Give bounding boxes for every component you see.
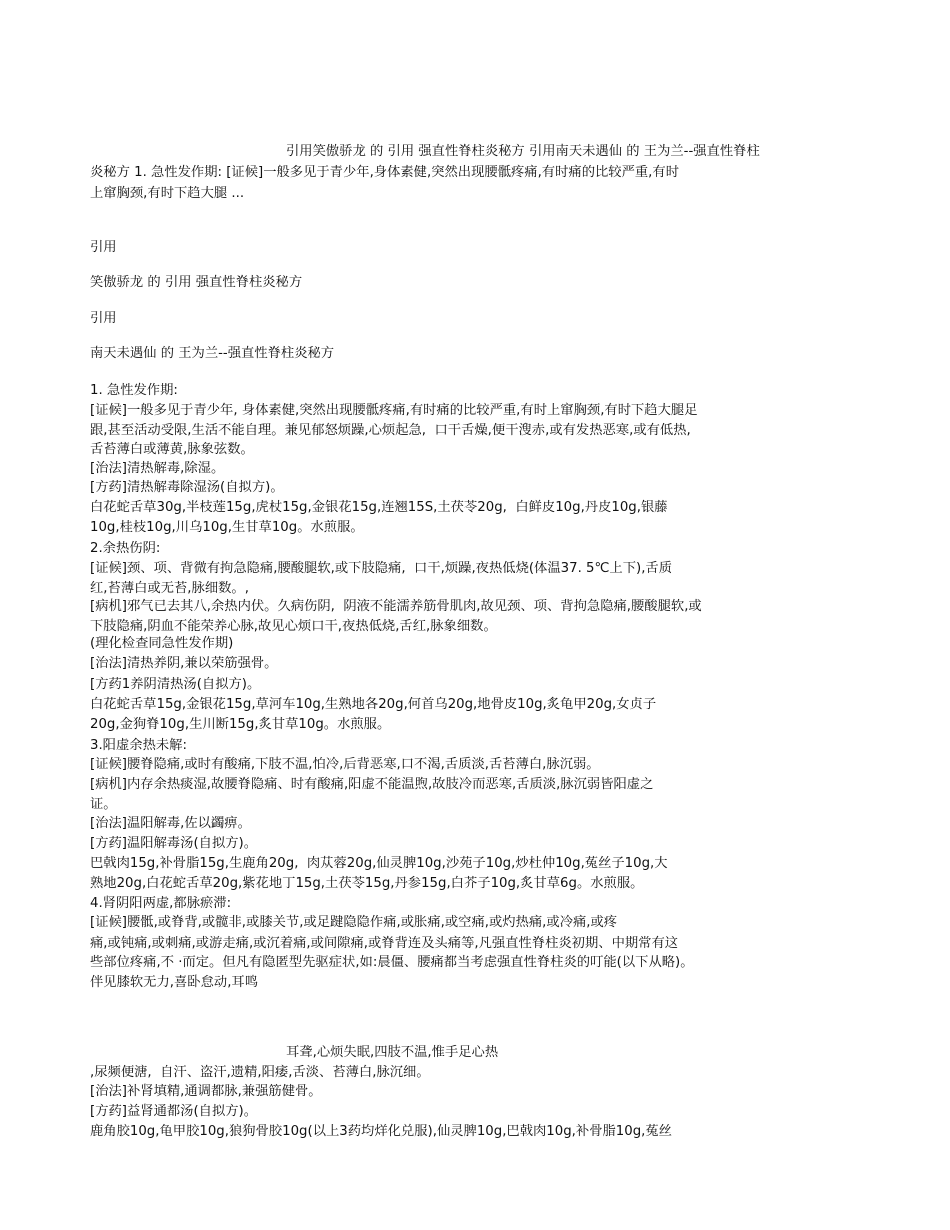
quote-source-2: 南天未遇仙 的 王为兰--强直性脊柱炎秘方	[90, 346, 335, 361]
body-line: 1. 急性发作期:	[90, 383, 178, 398]
page2-line: [方药]益肾通都汤(自拟方)。	[90, 1104, 258, 1119]
quote-label-2: 引用	[90, 311, 117, 326]
body-line: [证候]腰骶,或脊背,或髋非,或膝关节,或足踺隐隐作痛,或胀痛,或空痛,或灼热痛,或冷痛,或疼	[90, 915, 618, 930]
quote-source-1: 笑傲骄龙 的 引用 强直性脊柱炎秘方	[90, 275, 303, 290]
body-line: 4.肾阴阳两虚,都脉瘀滞:	[90, 896, 232, 911]
body-line: 红,苔薄白或无苔,脉细数。,	[90, 581, 249, 596]
intro-line-3: 上窜胸颈,有时下趋大腿 ...	[90, 186, 245, 201]
body-line: [方药]温阳解毒汤(自拟方)。	[90, 836, 258, 851]
body-line: 白花蛇舌草15g,金银花15g,草河车10g,生熟地各20g,何首乌20g,地骨皮10g,炙龟甲20g,女贞子	[90, 697, 657, 712]
quote-label-1: 引用	[90, 240, 117, 255]
body-line: [病机]内存余热痰湿,故腰脊隐痛、时有酸痛,阳虚不能温煦,故肢冷而恶寒,舌质淡,脉沉弱皆阳虚之	[90, 777, 654, 792]
page2-line: ,尿频便溏, 自汗、盗汗,遗精,阳痿,舌淡、苔薄白,脉沉细。	[90, 1065, 430, 1080]
body-line: 3.阳虚余热未解:	[90, 738, 187, 753]
body-line: 舌苔薄白或薄黄,脉象弦数。	[90, 442, 254, 457]
body-line: [证候]颈、项、背微有拘急隐痛,腰酸腿软,或下肢隐痛, 口干,烦躁,夜热低烧(体温37. 5℃上下),舌质	[90, 561, 673, 576]
body-line: 10g,桂枝10g,川乌10g,生甘草10g。水煎服。	[90, 520, 364, 535]
body-line: 2.余热伤阴:	[90, 541, 161, 556]
page2-line: 鹿角胶10g,龟甲胶10g,狼狗骨胶10g(以上3药均烊化兑服),仙灵脾10g,巴戟肉10g,补骨脂10g,菟丝	[90, 1124, 672, 1139]
page2-line: 耳聋,心烦失眠,四肢不温,惟手足心热	[286, 1045, 499, 1060]
intro-line-1: 引用笑傲骄龙 的 引用 强直性脊柱炎秘方 引用南天未遇仙 的 王为兰--强直性脊柱	[286, 144, 760, 159]
body-line: [病机]邪气已去其八,余热内伏。久病伤阴, 阴液不能濡养筋骨肌肉,故见颈、项、背拘急隐痛,腰酸腿软,或	[90, 599, 702, 614]
body-line: 20g,金狗脊10g,生川断15g,炙甘草10g。水煎服。	[90, 717, 391, 732]
body-line: 巴戟肉15g,补骨脂15g,生鹿角20g, 肉苁蓉20g,仙灵脾10g,沙苑子10g,炒杜仲10g,菟丝子10g,大	[90, 856, 668, 871]
intro-line-2: 炎秘方 1. 急性发作期: [证候]一般多见于青少年,身体素健,突然出现腰骶疼痛,有时痛的比较严重,有时	[90, 165, 680, 180]
body-line: [治法]温阳解毒,佐以蠲痹。	[90, 816, 251, 831]
body-line: [方药1养阴清热汤(自拟方)。	[90, 677, 261, 692]
body-line: 伴见膝软无力,喜卧怠动,耳鸣	[90, 975, 259, 990]
body-line: 熟地20g,白花蛇舌草20g,紫花地丁15g,土茯苓15g,丹参15g,白芥子10g,炙甘草6g。水煎服。	[90, 876, 644, 891]
body-line: [治法]清热解毒,除湿。	[90, 461, 225, 476]
body-line: 些部位疼痛,不 ·而定。但凡有隐匿型先驱症状,如:晨僵、腰痛都当考虑强直性脊柱炎的叮能(以下从略)。	[90, 955, 694, 970]
body-line: [证候]腰脊隐痛,或时有酸痛,下肢不温,怕冷,后背恶寒,口不渴,舌质淡,舌苔薄白,脉沉弱。	[90, 757, 600, 772]
body-line: 跟,甚至活动受限,生活不能自理。兼见郁怒烦躁,心烦起急, 口干舌燥,便干溲赤,或有发热恶寒,或有低热,	[90, 423, 691, 438]
body-line: [治法]清热养阴,兼以荣筋强骨。	[90, 656, 278, 671]
page2-line: [治法]补肾填精,通调都脉,兼强筋健骨。	[90, 1084, 322, 1099]
body-line: 白花蛇舌草30g,半枝莲15g,虎杖15g,金银花15g,连翘15S,土茯苓20g, 白鲜皮10g,丹皮10g,银藤	[90, 500, 668, 515]
body-line: [证候]一般多见于青少年, 身体素健,突然出现腰骶疼痛,有时痛的比较严重,有时上窜胸颈,有时下趋大腿足	[90, 403, 698, 418]
body-line: 证。	[90, 797, 117, 812]
body-line: [方药]清热解毒除湿汤(自拟方)。	[90, 480, 284, 495]
body-line: 下肢隐痛,阴血不能荣养心脉,故见心烦口干,夜热低烧,舌红,脉象细数。	[90, 619, 497, 634]
body-line: (理化检查同急性发作期)	[90, 636, 234, 651]
body-line: 痛,或钝痛,或刺痛,或游走痛,或沉着痛,或间隙痛,或脊背连及头痛等,凡强直性脊柱炎初期、中期常有这	[90, 936, 679, 951]
